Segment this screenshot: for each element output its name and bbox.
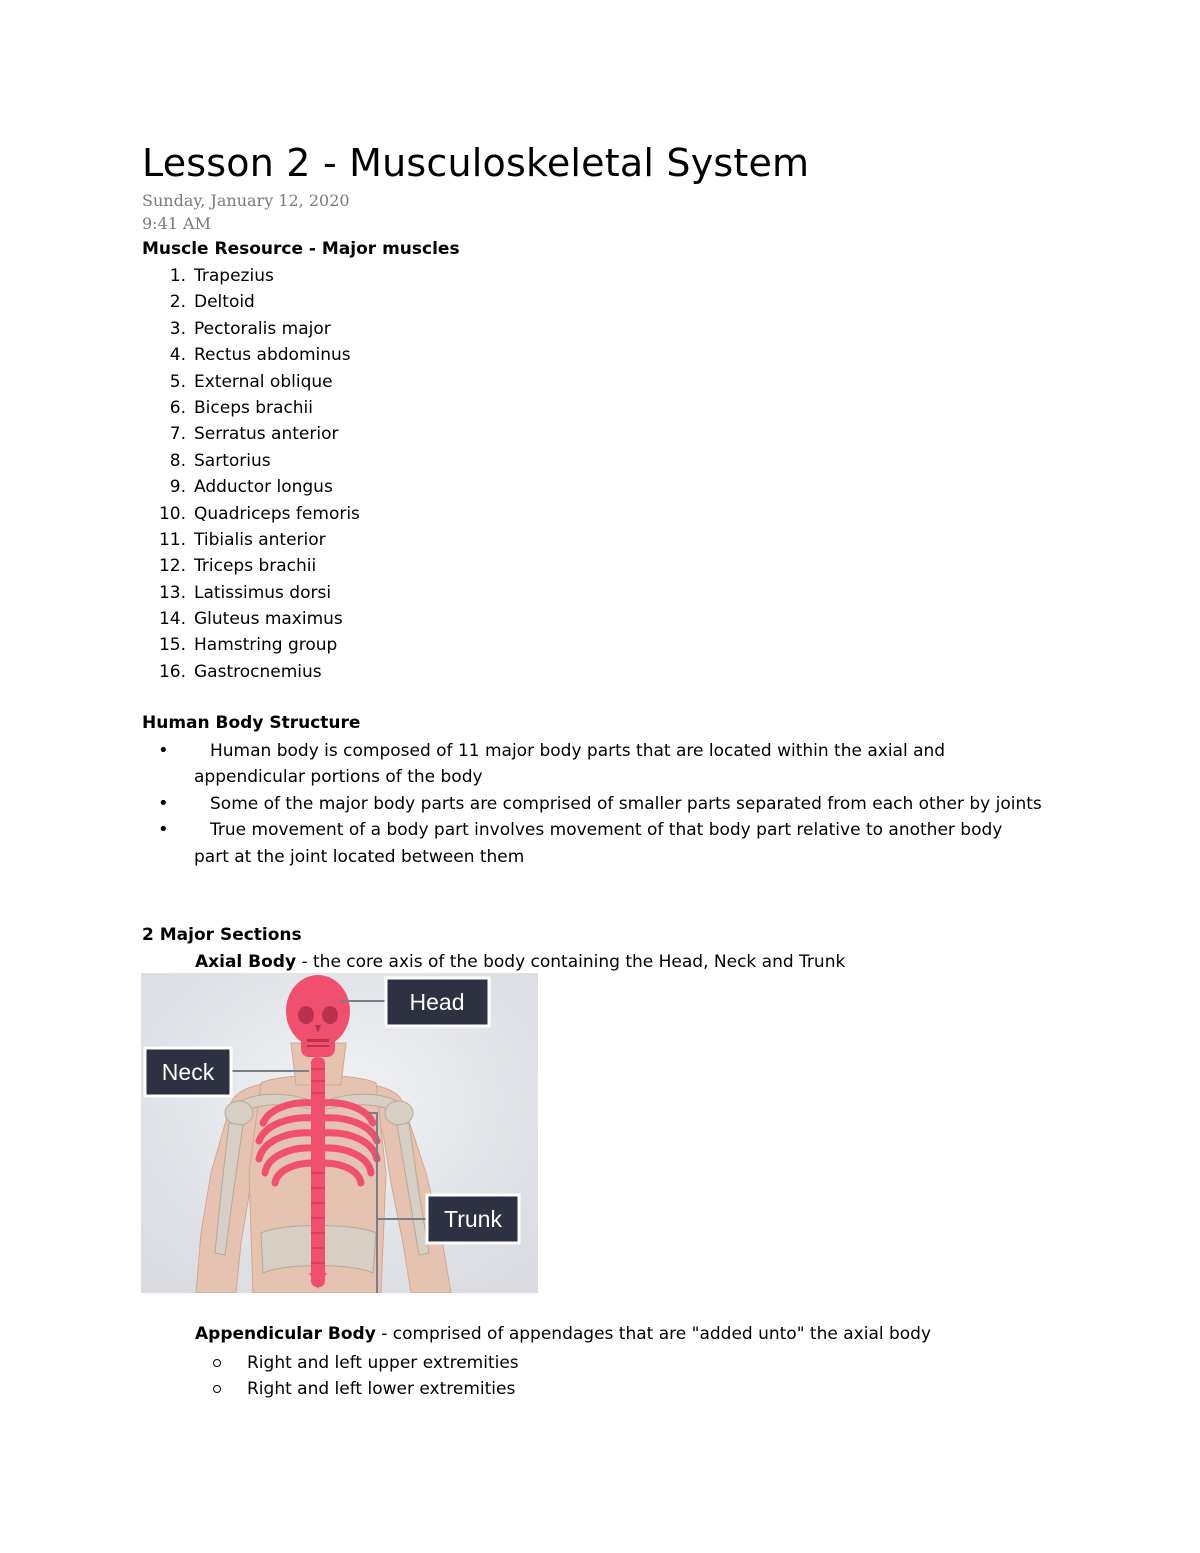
list-number: 1. bbox=[169, 266, 186, 286]
list-number: 8. bbox=[169, 450, 186, 471]
bullet-text: Human body is composed of 11 major body parts that are located within the axial and appendicular portions of the body bbox=[194, 741, 946, 788]
list-item-label: Gastrocnemius bbox=[194, 661, 322, 682]
bullet-icon: • bbox=[158, 819, 169, 841]
sternum bbox=[313, 1097, 323, 1167]
label-trunk bbox=[427, 1195, 519, 1243]
list-number: 3. bbox=[169, 318, 186, 339]
label-head-text: Head bbox=[409, 989, 465, 1015]
bullet-icon: • bbox=[158, 792, 169, 814]
list-item bbox=[142, 817, 1042, 870]
list-number: 6. bbox=[169, 397, 186, 418]
list-item-label: Adductor longus bbox=[194, 477, 333, 498]
list-item bbox=[195, 1350, 519, 1376]
bullet-text: Some of the major body parts are comprised of smaller parts separated from each other by joints bbox=[210, 793, 1042, 814]
list-item-label: Hamstring group bbox=[194, 635, 338, 656]
bullet-icon: • bbox=[158, 740, 169, 761]
list-item-label: External oblique bbox=[194, 371, 333, 392]
appendicular-body-definition: - comprised of appendages that are "added unto" the axial body bbox=[375, 1324, 932, 1344]
list-number: 11. bbox=[158, 529, 186, 550]
list-item-label: Trapezius bbox=[194, 266, 274, 286]
label-neck bbox=[145, 1048, 231, 1096]
circle-bullet-icon bbox=[213, 1385, 221, 1393]
axial-body-definition: - the core axis of the body containing the Head, Neck and Trunk bbox=[296, 952, 846, 972]
list-item-label: Gluteus maximus bbox=[194, 609, 343, 630]
circle-bullet-icon bbox=[213, 1359, 221, 1367]
list-item-label: Deltoid bbox=[194, 292, 255, 313]
appendicular-list bbox=[195, 1350, 519, 1403]
list-item-label: Sartorius bbox=[194, 450, 271, 471]
list-item-label: Biceps brachii bbox=[194, 397, 314, 418]
list-item-label: Pectoralis major bbox=[194, 318, 331, 339]
list-number: 2. bbox=[169, 292, 186, 313]
list-item-label: Right and left upper extremities bbox=[247, 1353, 519, 1373]
appendicular-body-line bbox=[195, 1322, 931, 1346]
label-trunk-text: Trunk bbox=[444, 1206, 502, 1232]
list-number: 7. bbox=[169, 424, 186, 445]
list-number: 12. bbox=[158, 556, 186, 577]
label-neck-text: Neck bbox=[161, 1059, 215, 1085]
list-number: 5. bbox=[169, 371, 186, 392]
spine bbox=[311, 1057, 325, 1287]
list-item bbox=[142, 738, 1042, 791]
list-item-label: Serratus anterior bbox=[194, 424, 339, 445]
list-item-label: Triceps brachii bbox=[194, 556, 317, 577]
list-item bbox=[142, 791, 1042, 817]
skeleton-illustration bbox=[141, 973, 538, 1293]
page-title: Lesson 2 - Musculoskeletal System bbox=[142, 141, 810, 185]
label-head bbox=[386, 978, 489, 1026]
list-number: 9. bbox=[169, 477, 186, 498]
major-sections-heading: 2 Major Sections bbox=[142, 925, 302, 945]
appendicular-body-term: Appendicular Body bbox=[195, 1324, 376, 1344]
list-number: 15. bbox=[158, 635, 186, 656]
axial-body-line bbox=[195, 950, 845, 974]
axial-body-figure bbox=[141, 973, 538, 1293]
list-item-label: Latissimus dorsi bbox=[194, 582, 332, 603]
list-item-label: Right and left lower extremities bbox=[247, 1379, 516, 1400]
list-item-label: Quadriceps femoris bbox=[194, 503, 360, 524]
note-date: Sunday, January 12, 2020 bbox=[142, 191, 350, 210]
body-structure-heading: Human Body Structure bbox=[142, 713, 361, 733]
muscle-resource-heading: Muscle Resource - Major muscles bbox=[142, 239, 460, 259]
body-structure-list bbox=[142, 738, 1042, 870]
list-number: 13. bbox=[158, 582, 186, 603]
axial-body-term: Axial Body bbox=[195, 952, 297, 972]
note-time: 9:41 AM bbox=[142, 214, 211, 233]
list-number: 14. bbox=[158, 609, 186, 630]
bullet-text: True movement of a body part involves movement of that body part relative to another body part at the joint located between them bbox=[194, 820, 1003, 867]
list-item bbox=[195, 1376, 519, 1402]
list-number: 10. bbox=[158, 503, 186, 524]
list-item-label: Tibialis anterior bbox=[194, 529, 326, 550]
list-number: 16. bbox=[158, 661, 186, 682]
list-item-label: Rectus abdominus bbox=[194, 345, 351, 366]
list-number: 4. bbox=[169, 345, 186, 366]
